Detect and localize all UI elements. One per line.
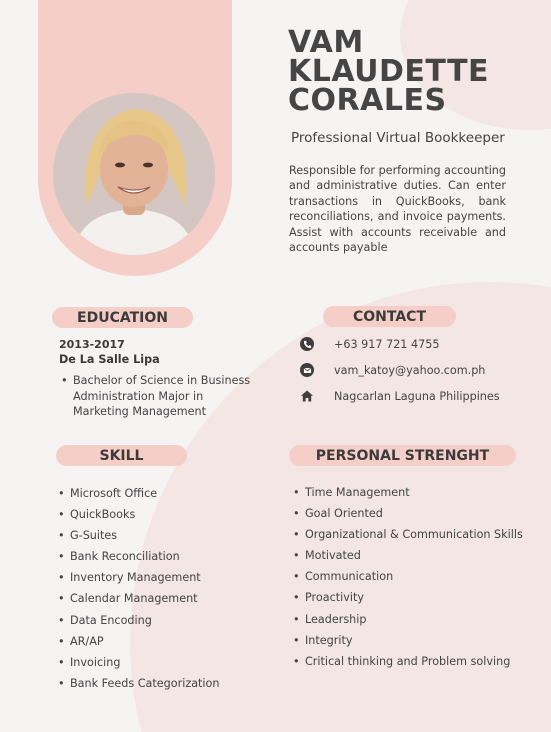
- education-years: 2013-2017: [59, 338, 125, 351]
- list-item: • Invoicing: [58, 656, 219, 677]
- contact-email-row: [300, 363, 485, 377]
- home-icon: [300, 389, 314, 403]
- list-item: • Integrity: [293, 634, 523, 655]
- job-title: Professional Virtual Bookkeeper: [291, 130, 505, 146]
- list-item: • Motivated: [293, 549, 523, 570]
- list-item: • G-Suites: [58, 529, 219, 550]
- name-line-middle: KLAUDETTE: [288, 54, 490, 89]
- list-item: • Leadership: [293, 613, 523, 634]
- list-item: • Critical thinking and Problem solving: [293, 655, 523, 676]
- contact-email[interactable]: vam_katoy@yahoo.com.ph: [334, 363, 486, 377]
- strength-list: [293, 486, 523, 676]
- full-name: [288, 25, 538, 118]
- contact-phone: +63 917 721 4755: [334, 337, 440, 351]
- list-item: • Bank Feeds Categorization: [58, 677, 219, 698]
- name-line-first: VAM: [288, 25, 364, 60]
- education-heading: EDUCATION: [52, 307, 193, 328]
- list-item: • Proactivity: [293, 591, 523, 612]
- envelope-icon: [300, 363, 314, 377]
- phone-icon: [300, 337, 314, 351]
- contact-address: Nagcarlan Laguna Philippines: [334, 389, 500, 403]
- name-line-last: CORALES: [288, 83, 447, 118]
- personal-strength-heading: PERSONAL STRENGHT: [289, 445, 516, 466]
- contact-address-row: [300, 389, 500, 403]
- profile-photo: [53, 93, 215, 255]
- list-item: • Data Encoding: [58, 614, 219, 635]
- contact-heading: CONTACT: [323, 306, 456, 327]
- profile-summary: Responsible for performing accounting and administrative duties. Can enter transactions in QuickBooks, bank reconciliations, and invoice payments. Assist with accounts receivable and accounts payable: [289, 164, 506, 255]
- list-item: • Goal Oriented: [293, 507, 523, 528]
- list-item: • Organizational & Communication Skills: [293, 528, 523, 549]
- list-item: • QuickBooks: [58, 508, 219, 529]
- education-degree: [61, 373, 251, 420]
- education-degree-text: Bachelor of Science in Business Administration Major in Marketing Management: [73, 374, 251, 418]
- list-item: • Time Management: [293, 486, 523, 507]
- contact-phone-row: [300, 337, 439, 351]
- list-item: • Microsoft Office: [58, 487, 219, 508]
- skill-heading: SKILL: [56, 445, 187, 466]
- bullet: •: [61, 374, 68, 387]
- list-item: • Calendar Management: [58, 592, 219, 613]
- list-item: • Inventory Management: [58, 571, 219, 592]
- list-item: • AR/AP: [58, 635, 219, 656]
- education-school: De La Salle Lipa: [59, 353, 160, 366]
- skill-list: [58, 487, 219, 698]
- list-item: • Bank Reconciliation: [58, 550, 219, 571]
- list-item: • Communication: [293, 570, 523, 591]
